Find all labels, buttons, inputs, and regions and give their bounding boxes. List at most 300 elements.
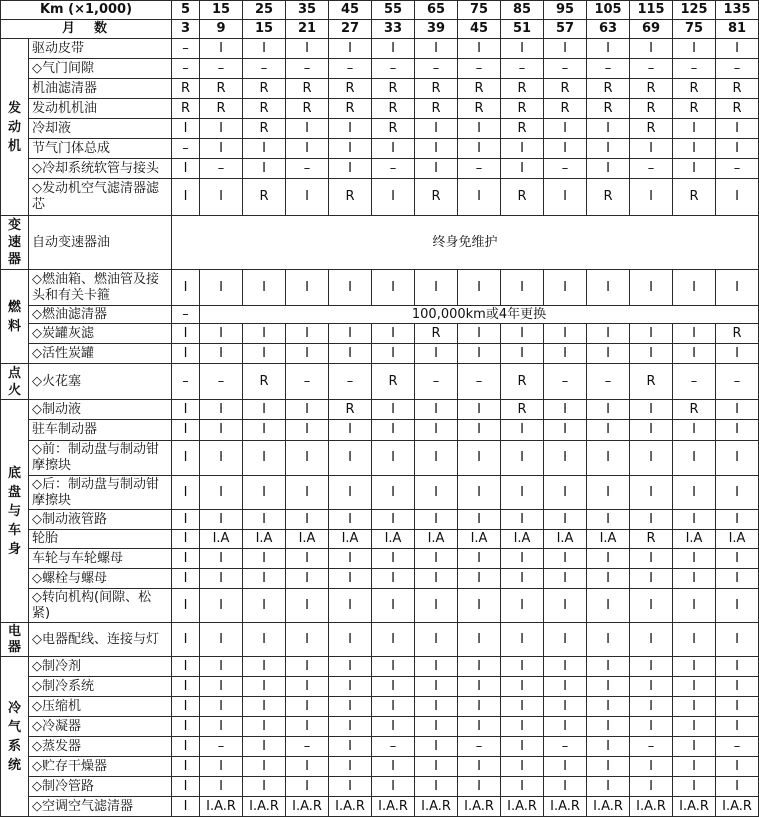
schedule-cell: I (200, 677, 243, 697)
item-name: ◇火花塞 (29, 364, 172, 400)
schedule-cell: I (458, 717, 501, 737)
schedule-cell: I (630, 697, 673, 717)
schedule-cell: I (587, 549, 630, 569)
schedule-cell: R (673, 179, 716, 216)
schedule-cell: I (329, 589, 372, 623)
schedule-cell: I (501, 757, 544, 777)
schedule-cell: I (200, 777, 243, 797)
schedule-cell: I (200, 119, 243, 139)
item-name: ◇螺栓与螺母 (29, 569, 172, 589)
schedule-cell: I (716, 757, 759, 777)
schedule-cell: R (243, 119, 286, 139)
category-label: 发动机 (8, 100, 22, 154)
schedule-cell: I (501, 270, 544, 306)
item-name: ◇冷却系统软管与接头 (29, 159, 172, 179)
schedule-cell: I (587, 324, 630, 344)
schedule-cell: I (286, 569, 329, 589)
schedule-cell: I (458, 270, 501, 306)
schedule-cell: I (415, 589, 458, 623)
schedule-cell: I (458, 441, 501, 476)
schedule-cell: I (415, 270, 458, 306)
km-interval-cell: 65 (415, 1, 458, 20)
schedule-cell: I (415, 400, 458, 420)
schedule-cell: I (415, 476, 458, 510)
km-interval-cell: 95 (544, 1, 587, 20)
schedule-cell: I (243, 589, 286, 623)
schedule-cell: – (172, 364, 200, 400)
schedule-cell: I (587, 717, 630, 737)
schedule-row (1, 717, 759, 737)
schedule-cell: I (673, 677, 716, 697)
schedule-cell: I.A (673, 530, 716, 549)
schedule-cell: I (458, 510, 501, 530)
schedule-cell: I (372, 510, 415, 530)
item-name: 发动机机油 (29, 99, 172, 119)
item-name: 机油滤清器 (29, 79, 172, 99)
item-name: ◇发动机空气滤清器滤芯 (29, 179, 172, 216)
schedule-cell: I (286, 270, 329, 306)
schedule-cell: I (243, 270, 286, 306)
schedule-cell: R (716, 324, 759, 344)
schedule-cell: I (501, 717, 544, 737)
schedule-cell: R (501, 119, 544, 139)
schedule-cell: I (716, 549, 759, 569)
schedule-cell: I (716, 119, 759, 139)
schedule-cell: I.A (587, 530, 630, 549)
schedule-cell: I (372, 476, 415, 510)
schedule-cell: I (372, 569, 415, 589)
schedule-cell: I (172, 697, 200, 717)
schedule-cell: – (172, 306, 200, 324)
schedule-cell: I (716, 476, 759, 510)
schedule-cell: I (716, 657, 759, 677)
item-name: ◇后：制动盘与制动钳摩擦块 (29, 476, 172, 510)
schedule-row (1, 39, 759, 59)
category-label: 底盘与车身 (8, 465, 22, 557)
schedule-cell: I (286, 589, 329, 623)
schedule-cell: I (172, 119, 200, 139)
schedule-cell: I (630, 179, 673, 216)
schedule-cell: I (172, 677, 200, 697)
schedule-cell: R (329, 400, 372, 420)
schedule-cell: I (716, 39, 759, 59)
schedule-cell: I.A (458, 530, 501, 549)
schedule-cell: I (458, 324, 501, 344)
schedule-cell: I (200, 717, 243, 737)
schedule-cell: I (673, 441, 716, 476)
month-interval-cell: 45 (458, 20, 501, 39)
schedule-cell: I (329, 777, 372, 797)
schedule-cell: I (501, 677, 544, 697)
schedule-cell: – (501, 59, 544, 79)
schedule-cell: – (200, 159, 243, 179)
schedule-cell: I (673, 476, 716, 510)
item-name: ◇燃油滤清器 (29, 306, 172, 324)
schedule-cell: I (716, 677, 759, 697)
item-name: ◇燃油箱、燃油管及接头和有关卡箍 (29, 270, 172, 306)
schedule-row (1, 344, 759, 364)
schedule-cell: I (172, 324, 200, 344)
item-name: ◇前：制动盘与制动钳摩擦块 (29, 441, 172, 476)
schedule-cell: – (716, 159, 759, 179)
schedule-row (1, 623, 759, 657)
schedule-row (1, 757, 759, 777)
schedule-cell: I (329, 159, 372, 179)
schedule-cell: I (172, 400, 200, 420)
schedule-cell: I (458, 777, 501, 797)
schedule-cell: I (501, 657, 544, 677)
schedule-cell: I (243, 717, 286, 737)
schedule-cell: I (243, 324, 286, 344)
category-label: 变速器 (8, 218, 22, 267)
schedule-cell: I (286, 757, 329, 777)
schedule-cell: I (458, 697, 501, 717)
schedule-cell: I (501, 569, 544, 589)
schedule-cell: I (329, 737, 372, 757)
schedule-cell: R (673, 400, 716, 420)
schedule-cell: I (329, 569, 372, 589)
schedule-cell: I (243, 39, 286, 59)
schedule-cell: I (415, 549, 458, 569)
schedule-cell: I (630, 657, 673, 677)
schedule-cell: – (329, 364, 372, 400)
schedule-cell: I (286, 139, 329, 159)
schedule-cell: I (329, 717, 372, 737)
schedule-cell: – (329, 59, 372, 79)
month-interval-cell: 57 (544, 20, 587, 39)
schedule-cell: R (372, 99, 415, 119)
schedule-cell: I (587, 569, 630, 589)
schedule-cell: I (501, 39, 544, 59)
schedule-cell: I (716, 623, 759, 657)
item-name: ◇制冷管路 (29, 777, 172, 797)
schedule-cell: I.A.R (415, 797, 458, 817)
schedule-cell: I (630, 476, 673, 510)
schedule-cell: I (716, 441, 759, 476)
schedule-cell: I (243, 476, 286, 510)
schedule-cell: I.A.R (501, 797, 544, 817)
schedule-cell: I (200, 344, 243, 364)
schedule-cell: I (415, 657, 458, 677)
schedule-cell: – (716, 737, 759, 757)
schedule-cell: I (200, 270, 243, 306)
schedule-cell: I.A (501, 530, 544, 549)
schedule-cell: I.A.R (544, 797, 587, 817)
schedule-cell: I (286, 119, 329, 139)
schedule-cell: I (329, 441, 372, 476)
schedule-cell: I (286, 677, 329, 697)
schedule-cell: I (329, 510, 372, 530)
schedule-row (1, 420, 759, 441)
schedule-cell: I.A.R (458, 797, 501, 817)
schedule-cell: – (172, 139, 200, 159)
schedule-cell: I (286, 179, 329, 216)
schedule-cell: I (415, 697, 458, 717)
schedule-cell: I.A (415, 530, 458, 549)
schedule-cell: I (587, 737, 630, 757)
schedule-cell: I (200, 441, 243, 476)
schedule-cell: R (372, 364, 415, 400)
months-header-row (1, 20, 759, 39)
schedule-cell: I (286, 657, 329, 677)
schedule-row (1, 441, 759, 476)
schedule-cell: I (544, 344, 587, 364)
schedule-cell: R (200, 79, 243, 99)
schedule-cell: R (630, 364, 673, 400)
schedule-cell: I (544, 39, 587, 59)
schedule-cell: I (329, 420, 372, 441)
schedule-cell: I (172, 623, 200, 657)
schedule-cell: I (673, 270, 716, 306)
schedule-cell: I (458, 179, 501, 216)
schedule-cell: I (286, 476, 329, 510)
schedule-cell: I (372, 324, 415, 344)
schedule-cell: I (172, 737, 200, 757)
item-name: 节气门体总成 (29, 139, 172, 159)
schedule-cell: – (200, 59, 243, 79)
schedule-row (1, 270, 759, 306)
schedule-cell: R (501, 179, 544, 216)
schedule-cell: I (458, 757, 501, 777)
schedule-cell: I (243, 400, 286, 420)
schedule-cell: I (415, 420, 458, 441)
schedule-cell: – (286, 159, 329, 179)
schedule-cell: I (544, 677, 587, 697)
schedule-cell: I.A.R (587, 797, 630, 817)
schedule-cell: I (673, 510, 716, 530)
schedule-cell: – (372, 59, 415, 79)
schedule-cell: I (372, 589, 415, 623)
schedule-cell: I (172, 657, 200, 677)
month-interval-cell: 63 (587, 20, 630, 39)
schedule-cell: I (200, 476, 243, 510)
schedule-cell: I (673, 717, 716, 737)
schedule-cell: I (243, 441, 286, 476)
schedule-cell: I (243, 139, 286, 159)
schedule-cell: I.A.R (372, 797, 415, 817)
schedule-cell: I (329, 757, 372, 777)
schedule-cell: I (544, 697, 587, 717)
schedule-cell: I (286, 400, 329, 420)
schedule-cell: I (200, 623, 243, 657)
schedule-cell: I (200, 400, 243, 420)
schedule-cell: I.A (243, 530, 286, 549)
schedule-cell: I (501, 777, 544, 797)
km-interval-cell: 35 (286, 1, 329, 20)
schedule-cell: – (286, 364, 329, 400)
schedule-row (1, 159, 759, 179)
month-interval-cell: 75 (673, 20, 716, 39)
schedule-cell: I (716, 179, 759, 216)
schedule-cell: R (243, 364, 286, 400)
schedule-cell: I (329, 677, 372, 697)
schedule-cell: I (501, 420, 544, 441)
month-interval-cell: 15 (243, 20, 286, 39)
schedule-cell: I (329, 270, 372, 306)
schedule-cell: I (286, 39, 329, 59)
schedule-cell: I (243, 510, 286, 530)
schedule-cell: I (716, 510, 759, 530)
schedule-cell: I (544, 179, 587, 216)
schedule-cell: R (501, 400, 544, 420)
schedule-cell: I (286, 510, 329, 530)
schedule-cell: I (716, 717, 759, 737)
schedule-cell: I (630, 324, 673, 344)
schedule-cell: I (716, 420, 759, 441)
schedule-cell: I (673, 777, 716, 797)
schedule-cell: I (415, 623, 458, 657)
schedule-cell: I (372, 777, 415, 797)
schedule-cell: R (329, 179, 372, 216)
schedule-cell: I (286, 441, 329, 476)
schedule-cell: I (200, 757, 243, 777)
schedule-cell: I (415, 757, 458, 777)
item-name: ◇转向机构(间隙、松紧) (29, 589, 172, 623)
schedule-cell: I (630, 569, 673, 589)
item-name: 车轮与车轮螺母 (29, 549, 172, 569)
schedule-cell: I (673, 757, 716, 777)
schedule-cell: I (286, 420, 329, 441)
schedule-row (1, 139, 759, 159)
schedule-cell: I (372, 420, 415, 441)
schedule-row (1, 179, 759, 216)
schedule-cell: I (673, 159, 716, 179)
item-name: ◇活性炭罐 (29, 344, 172, 364)
schedule-cell: I (286, 717, 329, 737)
schedule-cell: I (673, 39, 716, 59)
schedule-row (1, 306, 759, 324)
schedule-cell: I (544, 324, 587, 344)
schedule-cell: I (587, 441, 630, 476)
schedule-cell: R (716, 79, 759, 99)
schedule-cell: – (458, 159, 501, 179)
schedule-cell: R (329, 79, 372, 99)
category-label: 电器 (8, 623, 22, 655)
schedule-cell: R (243, 79, 286, 99)
schedule-cell: I (172, 549, 200, 569)
schedule-cell: I (587, 139, 630, 159)
schedule-row (1, 476, 759, 510)
schedule-cell: I (372, 344, 415, 364)
schedule-cell: I (544, 420, 587, 441)
schedule-cell: R (716, 99, 759, 119)
schedule-cell: I (587, 476, 630, 510)
category-cell (1, 623, 29, 657)
schedule-cell: I (501, 737, 544, 757)
schedule-cell: I (630, 510, 673, 530)
km-header-row (1, 1, 759, 20)
schedule-cell: I (458, 139, 501, 159)
schedule-cell: I (630, 757, 673, 777)
schedule-cell: I (458, 400, 501, 420)
schedule-cell: I (587, 510, 630, 530)
schedule-cell: I (544, 717, 587, 737)
schedule-cell: I (172, 476, 200, 510)
schedule-cell: I (200, 139, 243, 159)
schedule-cell: – (544, 59, 587, 79)
schedule-cell: I (673, 589, 716, 623)
item-name: ◇制冷剂 (29, 657, 172, 677)
schedule-cell: I (243, 623, 286, 657)
schedule-cell: I (458, 39, 501, 59)
schedule-cell: I (587, 39, 630, 59)
schedule-cell: I (172, 777, 200, 797)
schedule-cell: I (673, 623, 716, 657)
schedule-cell: R (630, 530, 673, 549)
schedule-cell: R (458, 99, 501, 119)
schedule-cell: – (673, 364, 716, 400)
schedule-cell: – (372, 159, 415, 179)
schedule-cell: I (501, 441, 544, 476)
schedule-cell: I (243, 737, 286, 757)
schedule-cell: I (630, 39, 673, 59)
schedule-cell: I (587, 657, 630, 677)
schedule-cell: R (200, 99, 243, 119)
schedule-cell: I (673, 344, 716, 364)
schedule-cell: I (544, 589, 587, 623)
schedule-cell: I (329, 476, 372, 510)
schedule-cell: R (415, 324, 458, 344)
schedule-cell: I (329, 324, 372, 344)
schedule-cell: R (673, 79, 716, 99)
month-interval-cell: 81 (716, 20, 759, 39)
schedule-cell: I (200, 657, 243, 677)
category-cell (1, 400, 29, 623)
schedule-cell: I (372, 179, 415, 216)
schedule-cell: I (544, 549, 587, 569)
schedule-cell: I (458, 623, 501, 657)
item-name: ◇电器配线、连接与灯 (29, 623, 172, 657)
schedule-cell: I (372, 39, 415, 59)
schedule-cell: I (286, 623, 329, 657)
schedule-cell: R (587, 99, 630, 119)
schedule-cell: – (243, 59, 286, 79)
schedule-cell: R (458, 79, 501, 99)
schedule-cell: I (630, 589, 673, 623)
schedule-cell: I.A.R (286, 797, 329, 817)
schedule-cell: – (630, 159, 673, 179)
schedule-cell: I (544, 777, 587, 797)
schedule-cell: I (716, 344, 759, 364)
schedule-cell: I (172, 159, 200, 179)
item-name: ◇贮存干燥器 (29, 757, 172, 777)
schedule-cell: I (243, 569, 286, 589)
schedule-cell: – (458, 364, 501, 400)
schedule-cell: I (630, 270, 673, 306)
schedule-cell: R (415, 79, 458, 99)
schedule-cell: I (501, 476, 544, 510)
schedule-cell: I (716, 697, 759, 717)
schedule-cell: I (372, 717, 415, 737)
schedule-cell: I (172, 420, 200, 441)
schedule-cell: I (501, 159, 544, 179)
schedule-row (1, 777, 759, 797)
category-cell (1, 657, 29, 817)
km-interval-cell: 85 (501, 1, 544, 20)
schedule-cell: I (716, 569, 759, 589)
schedule-cell: I (329, 657, 372, 677)
schedule-cell: – (544, 364, 587, 400)
schedule-cell: I (172, 530, 200, 549)
schedule-row (1, 549, 759, 569)
schedule-cell: I.A.R (630, 797, 673, 817)
schedule-cell: I (673, 737, 716, 757)
schedule-cell: I (458, 420, 501, 441)
schedule-cell: I (458, 569, 501, 589)
schedule-cell: I (630, 717, 673, 737)
schedule-cell: R (544, 79, 587, 99)
schedule-row (1, 589, 759, 623)
